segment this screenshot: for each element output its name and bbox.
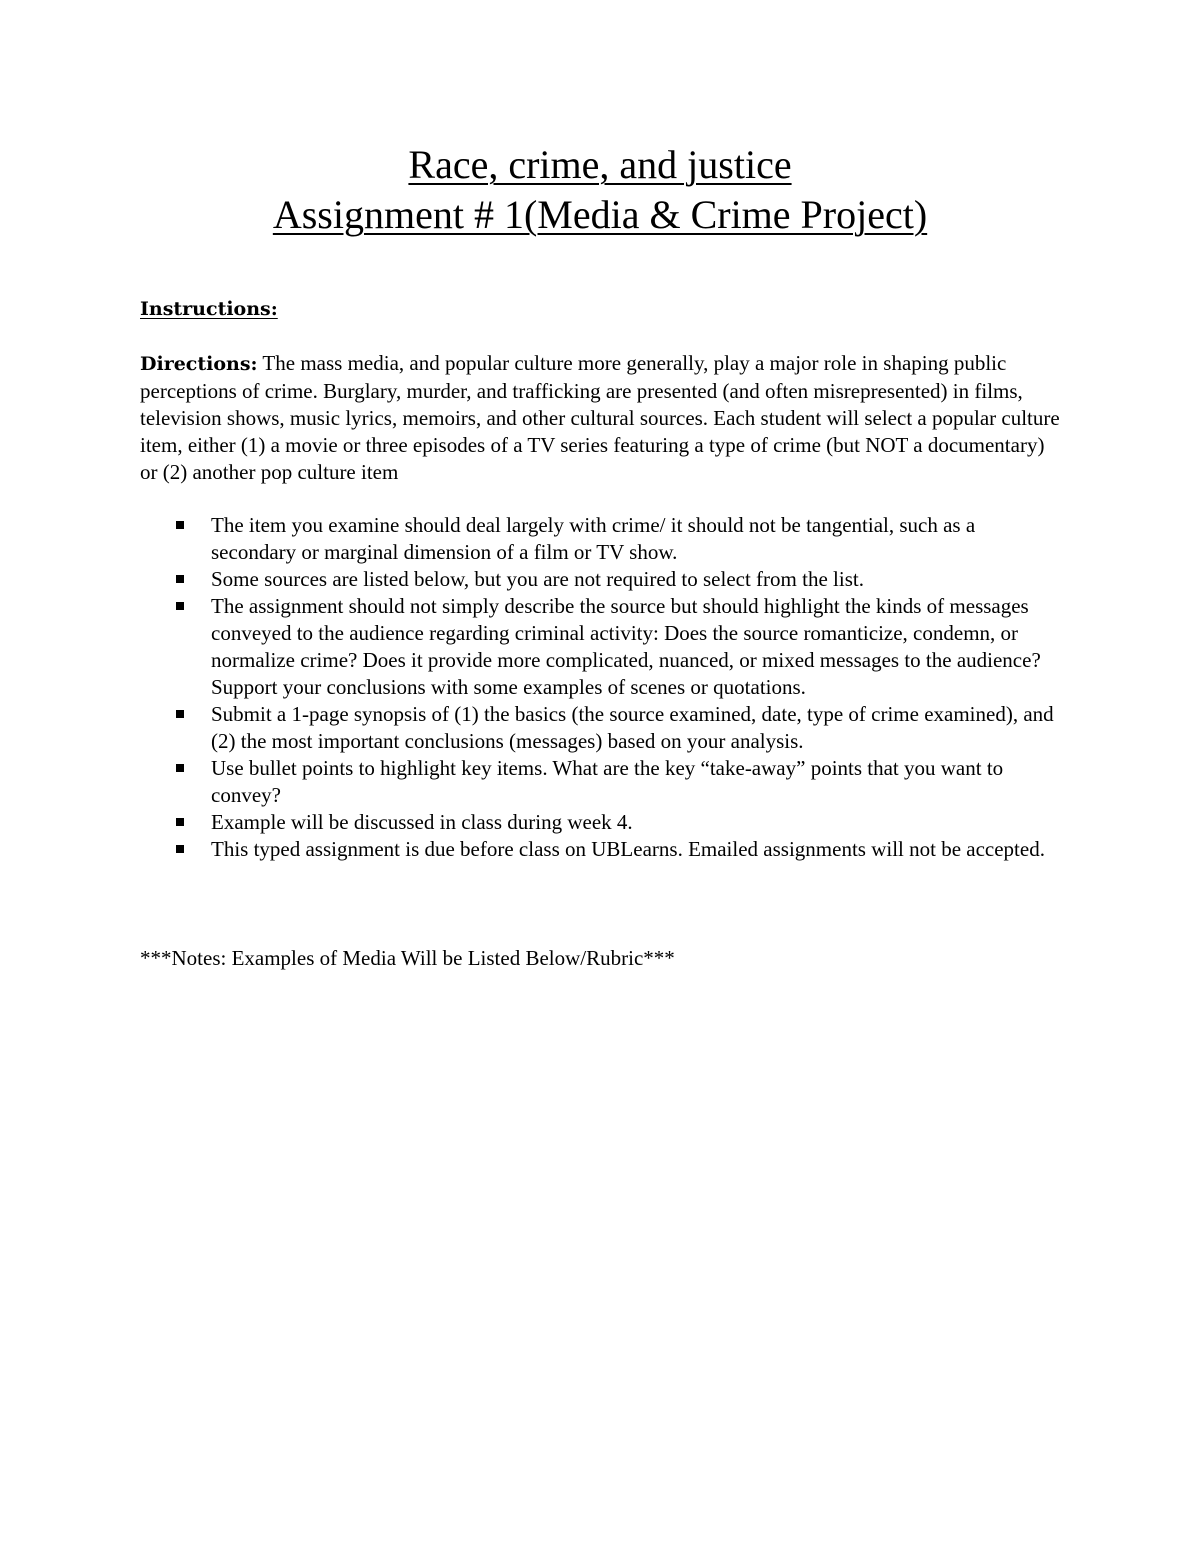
notes-line: ***Notes: Examples of Media Will be Listed Below/Rubric*** — [140, 946, 675, 970]
list-item — [140, 512, 1060, 566]
list-item — [140, 701, 1060, 755]
directions-text: The mass media, and popular culture more generally, play a major role in shaping public perceptions of crime. Burglary, murder, and trafficking are presented (and often misrepresented) in films, television shows, music lyrics, memoirs, and other cultural sources. Each student will select a popular culture item, either (1) a movie or three episodes of a TV series featuring a type of crime (but NOT a documentary) or (2) another pop culture item — [140, 351, 1060, 484]
square-bullet-icon — [176, 602, 184, 610]
list-item-text: Some sources are listed below, but you are not required to select from the list. — [211, 567, 864, 591]
directions-paragraph — [140, 350, 1060, 486]
square-bullet-icon — [176, 521, 184, 529]
document-title — [0, 140, 1200, 240]
square-bullet-icon — [176, 818, 184, 826]
square-bullet-icon — [176, 575, 184, 583]
square-bullet-icon — [176, 845, 184, 853]
instructions-heading: Instructions: — [140, 298, 278, 320]
list-item — [140, 566, 1060, 593]
course-title: Race, crime, and justice — [408, 142, 792, 187]
list-item-text: Submit a 1-page synopsis of (1) the basics (the source examined, date, type of crime examined), and (2) the most important conclusions (messages) based on your analysis. — [211, 702, 1054, 753]
list-item-text: The assignment should not simply describe the source but should highlight the kinds of messages conveyed to the audience regarding criminal activity: Does the source romanticize, condemn, or normalize crime? Does it provide more complicated, nuanced, or mixed messages to the audience? Support your conclusions with some examples of scenes or quotations. — [211, 594, 1041, 699]
requirements-list — [140, 512, 1060, 863]
list-item — [140, 593, 1060, 701]
assignment-title: Assignment # 1(Media & Crime Project) — [272, 192, 928, 237]
list-item-text: The item you examine should deal largely with crime/ it should not be tangential, such as a secondary or marginal dimension of a film or TV show. — [211, 513, 976, 564]
square-bullet-icon — [176, 764, 184, 772]
list-item — [140, 809, 1060, 836]
list-item-text: This typed assignment is due before class on UBLearns. Emailed assignments will not be accepted. — [211, 837, 1045, 861]
list-item — [140, 836, 1060, 863]
directions-label: Directions: — [140, 353, 258, 375]
list-item — [140, 755, 1060, 809]
square-bullet-icon — [176, 710, 184, 718]
list-item-text: Example will be discussed in class during week 4. — [211, 810, 633, 834]
list-item-text: Use bullet points to highlight key items. What are the key “take-away” points that you want to convey? — [211, 756, 1004, 807]
